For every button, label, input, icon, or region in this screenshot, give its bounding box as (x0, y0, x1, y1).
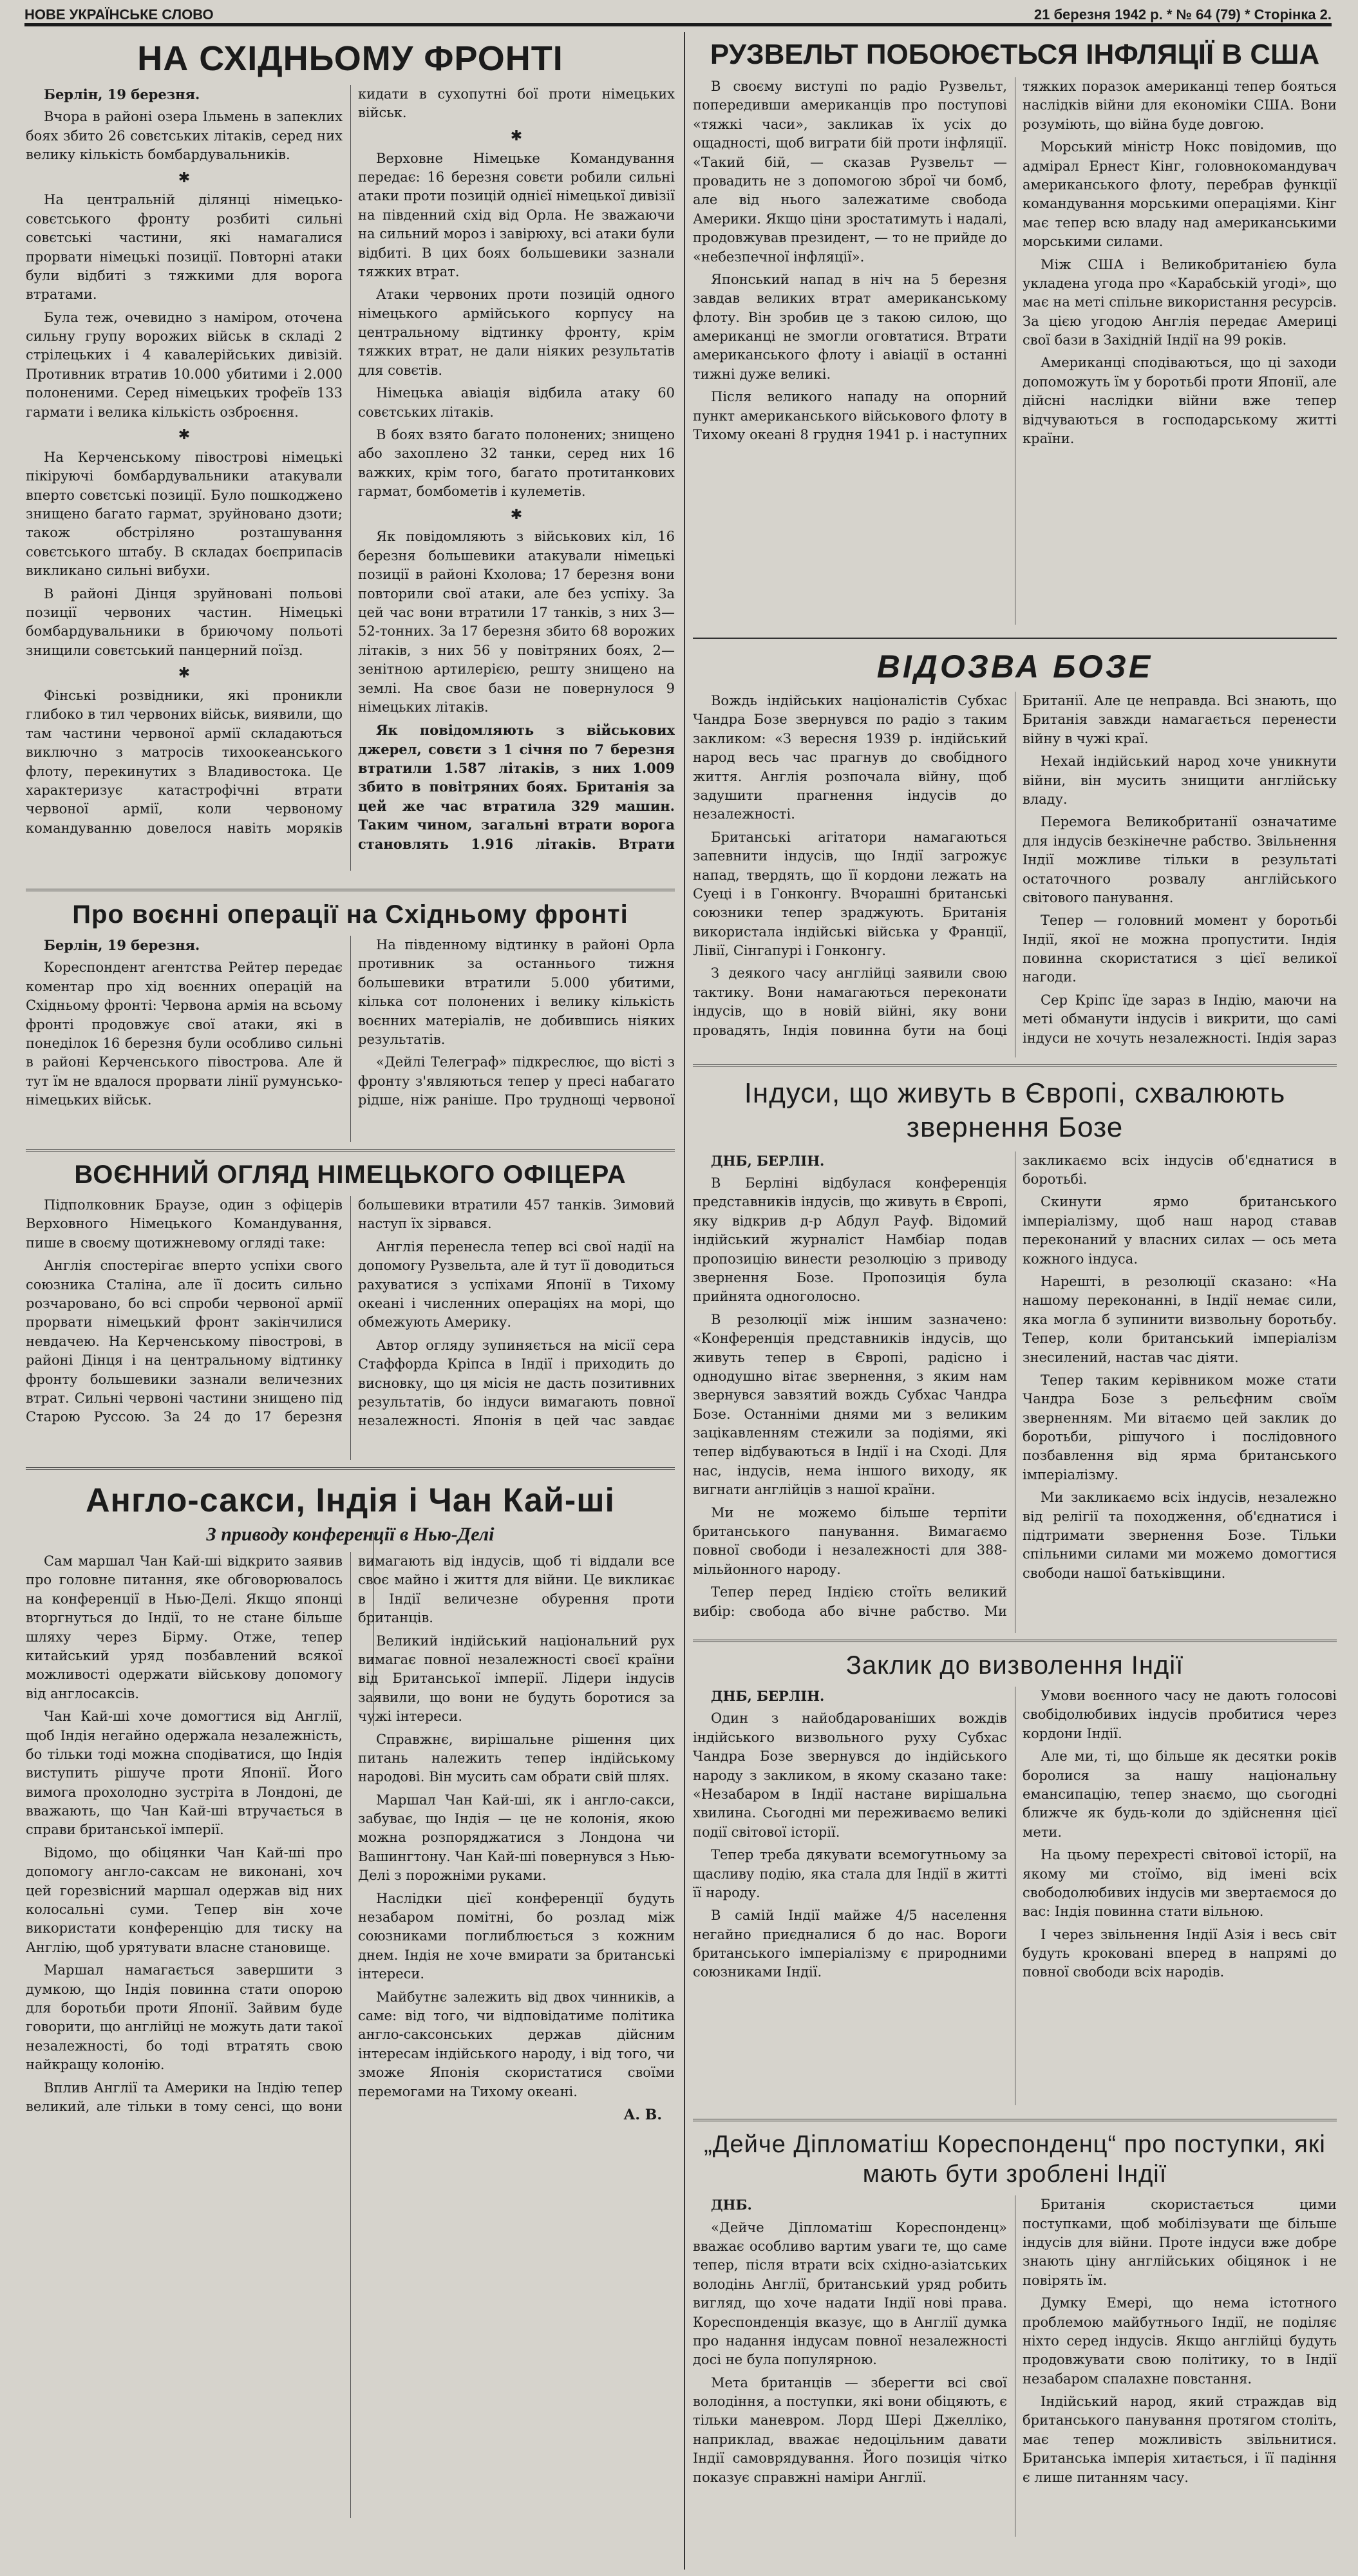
page-header (24, 5, 1332, 26)
paragraph: В самій Індії майже 4/5 населення негайно приєдналися б до нас. Вороги британського імперіалізму є природними союзниками Індії. (693, 1908, 1007, 1980)
paragraph: Атаки червоних проти позицій одного німецького армійського корпусу на центральному відтинку фронту, крім тяжких втрат, не дали ніяких результатів для совєтів. (358, 287, 675, 378)
paragraph: «Дейче Діпломатіш Кореспонденц» вважає особливо вартим уваги те, що саме тепер, після втрати всіх східно-азіатських володінь Англії, британський уряд робить вигляд, що хоче надати Індії нові права. Кореспонденція вказує, що в Англії думка про надання індусам повної незалежності досі не була популярною. (693, 2219, 1007, 2368)
paragraph: Сам маршал Чан Кай-ші відкрито заявив про головне питання, яке обговорювалось на конференції в Нью-Делі. Якщо японці вторгнуться до Індії, то не стане більше шляху через Бірму. Отже, тепер китайський уряд позбавлений всякої можливості одержати військову допомогу від англосаксів. (26, 1553, 343, 1701)
paragraph: Ми не можемо більше терпіти британського панування. Вимагаємо повної свободи і незалежності для 388-мільйонного народу. (693, 1504, 1007, 1577)
article-title: ВОЄННИЙ ОГЛЯД НІМЕЦЬКОГО ОФІЦЕРА (74, 1160, 627, 1189)
article-signature: А. В. (623, 2106, 662, 2123)
dateline: Берлін, 19 березня. (44, 937, 200, 953)
paragraph: Кореспондент агентства Рейтер передає коментар про хід воєнних операцій на Східньому фронті: Червона армія на всьому фронті продовжує свої атаки, які в понеділок 16 березня були особливо сильні в районі Керченського півострова. Але й тут їм не вдалося прорвати лінії румунсько-німецьких військ. (26, 960, 343, 1108)
paragraph: В Берліні відбулася конференція представників індусів, що живуть в Європі, яку відкрив д-р Абдул Рауф. Відомий індійський журналіст Намбіар подав пропозицію винести резолюцію з приводу звернення Бозе. Пропозиція була прийнята одноголосно. (693, 1175, 1007, 1305)
paragraph: Як повідомляють з військових джерел, совєти з 1 січня по 7 березня втратили 1.587 літаків, з них 1.009 збито в повітряних боях. Британія за цей же час втратила 329 машин. Таким чином, загальні втрати ворога становлять 1.916 літаків. Втрати (358, 722, 675, 852)
article-title: Англо-сакси, Індія і Чан Кай-ші (85, 1482, 616, 1519)
section-divider (693, 1064, 1337, 1066)
paragraph: Один з найобдарованіших вождів індійського визвольного руху Субхас Чандра Бозе звернувся до індійського народу з закликом, в якому сказано таке: «Незабаром в Індії настане вирішальна хвилина. Сьогодні ми переживаємо великі події світової історії. (693, 1710, 1007, 1840)
paragraph: Умови воєнного часу не дають голосові свобідолюбивих індусів пробитися через кордони Індії. (1023, 1688, 1337, 1741)
paragraph: Була теж, очевидно з наміром, оточена сильну групу ворожих військ в складі 2 стрілецьких і 4 кавалерійських дивізій. Противник втратив 10.000 убитими і 2.000 полоненими. Серед німецьких трофеїв 133 гармати і велика кількість озброєння. (26, 309, 343, 420)
paragraph: Думку Емері, що нема істотного проблемою майбутнього Індії, не поділяє ніхто серед індусів. Якщо англійці будуть продовжувати свою політику, то в Індії незабаром спалахне повстання. (1023, 2295, 1337, 2387)
right-half (693, 32, 1337, 2570)
paragraph: Тепер — головний момент у боротьбі Індії, якої не можна пропустити. Індія повинна скористатися з цієї великої нагоди. (1023, 913, 1337, 985)
paragraph: Підполковник Браузе, один з офіцерів Верховного Німецького Командування, пише в своєму щотижневому огляді таке: (26, 1197, 343, 1251)
column-rule (684, 32, 685, 2570)
paragraph: Американці сподіваються, що ці заходи допоможуть їм у боротьбі проти Японії, але дійсні наслідки війни вже тепер відчуваються в господарському житті країни. (1023, 355, 1337, 447)
article-title: „Дейче Діпломатіш Кореспонденц“ про поступки, які мають бути зроблені Індії (704, 2131, 1326, 2188)
paragraph: На центральній ділянці німецько-совєтського фронту розбиті сильні совєтські частини, які намагалися прорвати німецькі позиції. Повторні атаки були відбиті з тяжкими для ворога втратами. (26, 192, 343, 303)
paragraph: В своєму виступі по радіо Рузвельт, попередивши американців про поступові «тяжкі часи», закликав їх усіх до ощадності, щоб виграти бій проти інфляції. «Такий бій, — сказав Рузвельт — провадить не з допомогою зброї чи бомб, але від нього залежатиме свобода Америки. Якщо ціни зростатимуть і надалі, продовжував президент, — то не прийде до «небезпечної інфляції». (693, 79, 1007, 265)
paragraph: На Керченському півострові німецькі пікіруючі бомбардувальники атакували вперто совєтські позиції. Було пошкоджено знищено багато гармат, зруйновано дзоти; також обстріляно розташування совєтського штабу. В складах боєприпасів викликано сильні вибухи. (26, 449, 343, 579)
paragraph: Британські агітатори намагаються запевнити індусів, що Індії загрожує напад, твердять, що її кордони лежать на Суеці і в Гонконгу. Вчорашні британські союзники тепер зраджують. Британія використала індійські війська у Франції, Лівії, Сінгапурі і Гонконгу. (693, 829, 1007, 959)
paragraph: Автор огляду зупиняється на місії сера Стаффорда Кріпса в Індії і приходить до висновку, що ця місія не дасть позитивних результатів, бо індуси вимагають повної незалежності. Японія в цей час завдає (358, 1337, 675, 1429)
article-military-ops (26, 898, 675, 1142)
paragraph: Японський напад в ніч на 5 березня завдав великих втрат американському флоту. Він зробив це з такою силою, що американці не змогли оговтатися. Втрати американського флоту і авіації в останні тижні дуже великі. (693, 271, 1007, 382)
article-anglo-saxons (26, 1476, 675, 2532)
paragraph: І через звільнення Індії Азія і весь світ будуть кроковані вперед в напрямі до повної свободи всіх народів. (1023, 1926, 1337, 1980)
paragraph: Сер Кріпс їде зараз в Індію, маючи на меті обманути індусів і викрити, що самі індуси не хочуть незалежності. Індія зараз (1023, 992, 1337, 1046)
article-title: Про воєнні операції на Східньому фронті (72, 900, 628, 929)
article-subtitle: З приводу конференції в Нью-Делі (206, 1524, 495, 1545)
paragraph: Наслідки цієї конференції будуть незабаром помітні, бо розлад між союзниками поглиблюється з кожним днем. Індія не хоче вмирати за британські інтереси. (358, 1890, 675, 1982)
article-title: ВІДОЗВА БОЗЕ (876, 649, 1153, 685)
dateline: Берлін, 19 березня. (44, 86, 200, 102)
paragraph: Тепер перед Індією стоїть великий вибір: свобода або вічне рабство. Ми закликаємо всіх індусів об'єднатися в боротьбі. (693, 1152, 1337, 1619)
section-divider (693, 1640, 1337, 1642)
separator-stars: ✱ (178, 427, 191, 444)
paragraph: Вождь індійських націоналістів Субхас Чандра Бозе звернувся по радіо з таким закликом: «З вересня 1939 р. індійський народ весь час прагнув до свобідного життя. Англія розпочала війну, щоб задушити прагнення індусів до незалежності. (693, 693, 1007, 822)
dateline: ДНБ, БЕРЛІН. (711, 1688, 825, 1704)
paragraph: Чан Кай-ші хоче домогтися від Англії, щоб Індія негайно одержала незалежність, бо тільки тоді можна сподіватися, що Індія виступить рішуче проти Японії. Його вимога прохолодно зустріта в Лондоні, де вважають, що Чан Кай-ші втручається в справи британської імперії. (26, 1709, 343, 1838)
paragraph: Ми закликаємо всіх індусів, незалежно від релігії та походження, об'єднатися і підтримати звернення Бозе. Тільки спільними силами ми можемо домогтися свободи нашої батьківщини. (1023, 1490, 1337, 1581)
paragraph: Вплив Англії та Америки на Індію тепер великий, але тільки в тому сенсі, що вони вимагають від індусів, щоб ті віддали все своє майно і життя для війни. Це викликає в Індії величезне обурення проти британців. (26, 1553, 675, 2114)
paragraph: Перемога Великобританії означатиме для індусів безкінечне рабство. Звільнення Індії можливе тільки в результаті остаточного розвалу англійського світового панування. (1023, 814, 1337, 905)
article-bose-appeal (693, 645, 1337, 1057)
left-half (26, 32, 675, 2570)
dateline: ДНБ. (711, 2197, 752, 2213)
section-divider (26, 889, 675, 891)
section-divider (26, 1149, 675, 1151)
paragraph: Британія скористається цими поступками, щоб мобілізувати ще більше індусів для війни. Проте індуси вже добре знають ціну англійських обіцянок і не повірять їм. (1023, 2197, 1337, 2288)
separator-stars: ✱ (510, 128, 523, 144)
paragraph: На цьому перехресті світової історії, на якому ми стоїмо, від імені всіх свободолюбивих індусів ми звертаємося до вас: Індія повинна стати вільною. (1023, 1847, 1337, 1920)
paragraph: Нехай індійський народ хоче уникнути війни, він мусить знищити англійську владу. (1023, 753, 1337, 807)
paragraph: З деякого часу англійці заявили свою тактику. Вони намагаються переконати індусів, що в новій війні, яку вони провадять, Індія повинна бути на боці Британії. Але це неправда. Всі знають, що Британія завжди намагається перенести війну в чужі краї. (693, 693, 1337, 1038)
paragraph: Вчора в районі озера Ільмень в запеклих боях збито 26 совєтських літаків, серед них велику кількість бомбардувальників. (26, 109, 343, 163)
paragraph: Нарешті, в резолюції сказано: «На нашому переконанні, в Індії немає сили, яка могла б зупинити визвольну боротьбу. Тепер, коли британський імперіалізм знесилений, настав час діяти. (1023, 1273, 1337, 1365)
paragraph: Великий індійський національний рух вимагає повної незалежності своєї країни від Британської імперії. Лідери індусів заявили, що вони не будуть боротися за чужі інтереси. (358, 1633, 675, 1725)
article-officer-review (26, 1158, 675, 1461)
paragraph: В боях взято багато полонених; знищено або захоплено 32 танки, серед них 16 важких, крім того, багато протитанкових гармат, бомбометів і кулеметів. (358, 427, 675, 500)
article-roosevelt (693, 32, 1337, 631)
paragraph: Справжнє, вирішальне рішення цих питань належить тепер індійському народові. Він мусить сам обрати свій шлях. (358, 1731, 675, 1785)
paragraph: Англія спостерігає вперто успіхи свого союзника Сталіна, але її досить сильно розчаровано, бо всі спроби червоної армії прорвати німецький фронт закінчилися невдачею. На Керченському півострові, в районі Дінця і на центральному відтинку фронту большевики зазнали величезних втрат. Сильні червоні частини знищено під Старою Руссою. За 24 до 17 березня большевики втратили 457 танків. Зимовий наступ їх зірвався. (26, 1197, 675, 1425)
paragraph: Німецька авіація відбила атаку 60 совєтських літаків. (358, 385, 675, 420)
paragraph: В районі Дінця зруйновані польові позиції червоних частин. Німецькі бомбардувальники в бриючому польоті знищили совєтський панцерний поїзд. (26, 585, 343, 658)
paragraph: Тепер таким керівником може стати Чандра Бозе з рельєфним своїм зверненням. Ми вітаємо цей заклик до боротьби, рішучого і послідовного позбавлення від ярма британського імперіалізму. (1023, 1372, 1337, 1482)
paragraph: Морський міністр Нокс повідомив, що адмірал Ернест Кінг, головнокомандувач американського флоту, перебрав функції командування морськими операціями. Кінг має тепер всю владу над американськими морськими силами. (1023, 139, 1337, 250)
separator-stars: ✱ (178, 665, 191, 682)
paragraph: Маршал намагається завершити з думкою, що Індія повинна стати опорою для боротьби проти Японії. Зайвим буде говорити, що англійці не можуть дати такої незалежності, бо тоді втратять свою найкращу колонію. (26, 1962, 343, 2073)
paragraph: Мета британців — зберегти всі свої володіння, а поступки, які вони обіцяють, є тільки маневром. Лорд Шері Джелліко, наприклад, вважає недоцільним давати Індії самоврядування. Його позиція чітко показує справжні наміри Англії. (693, 2374, 1007, 2485)
paragraph: Англія перенесла тепер всі свої надії на допомогу Рузвельта, але й тут її доводиться рахуватися з успіхами Японії в Тихому океані і численних операціях на морі, що обмежують Америку. (358, 1238, 675, 1331)
separator-stars: ✱ (178, 169, 191, 186)
paragraph: Тепер треба дякувати всемогутньому за щасливу подію, яка стала для Індії в житті її народу. (693, 1847, 1007, 1900)
article-title: Заклик до визволення Індії (845, 1651, 1184, 1680)
dateline: ДНБ, БЕРЛІН. (711, 1152, 825, 1169)
article-eastern-front (26, 32, 675, 882)
paragraph: Між США і Великобританією була укладена угода про «Карабській угоді», що має на меті спільне використання ресурсів. За цією угодою Англія передає Америці свої бази в Західній Індії на 99 років. (1023, 256, 1337, 348)
paragraph: Як повідомляють з військових кіл, 16 березня большевики атакували німецькі позиції в районі Кхолова; 17 березня вони повторили свої атаки, але без успіху. За цей час вони втратили 17 танків, з них 3—52-тонних. За 17 березня збито 68 ворожих літаків, з них 56 у повітряних боях, 2—зенітною артилерією, решту знищено на землі. На своє бази не повернулося 9 німецьких літаків. (358, 529, 675, 715)
paragraph: На південному відтинку в районі Орла противник за останнього тижня большевики втратили 5.000 убитими, кілька сот полонених і велику кількість воєнних матеріалів, не добившись ніяких результатів. (358, 937, 675, 1047)
paragraph: Маршал Чан Кай-ші, як і англо-сакси, забуває, що Індія — це не колонія, якою можна розпоряджатися з Лондона чи Вашингтону. Чан Кай-ші повернувся з Нью-Делі з порожніми руками. (358, 1792, 675, 1884)
paper-name: НОВЕ УКРАЇНСЬКЕ СЛОВО (24, 6, 214, 23)
article-title: РУЗВЕЛЬТ ПОБОЮЄТЬСЯ ІНФЛЯЦІЇ В США (710, 39, 1320, 70)
article-title: Індуси, що живуть в Європі, схвалюють звернення Бозе (744, 1077, 1286, 1143)
paragraph: Індійський народ, який страждав від британського панування протягом століть, має тепер можливість звільнитися. Британська імперія хитається, і її падіння є лише питанням часу. (1023, 2394, 1337, 2485)
issue-info: 21 березня 1942 р. * № 64 (79) * Сторінка 2. (1033, 6, 1332, 23)
section-divider (693, 2119, 1337, 2121)
article-indians-europe (693, 1073, 1337, 1633)
article-deutsche-diplomatic (693, 2128, 1337, 2540)
paragraph: Фінські розвідники, які проникли глибоко в тил червоних військ, виявили, що там частини червоної армії складаються виключно з матросів тихоокеанського флоту, перекинутих з Владивостока. Це характеризує катастрофічні втрати червоної армії, коли червоному командуванню довелося навіть моряків кидати в сухопутні бої проти німецьких військ. (26, 86, 675, 836)
paragraph: Але ми, ті, що більше як десятки років боролися за нашу національну емансипацію, тепер знаємо, що сьогодні ближче як будь-коли до здійснення цієї мети. (1023, 1748, 1337, 1840)
paragraph: Після великого нападу на опорний пункт американського військового флоту в Тихому океані 8 грудня 1941 р. і наступних тяжких поразок американці тепер бояться наслідків війни для економіки США. Вони розуміють, що війна буде довгою. (693, 79, 1337, 443)
article-title: НА СХІДНЬОМУ ФРОНТІ (137, 39, 563, 78)
article-liberation-call (693, 1649, 1337, 2112)
paragraph: Верховне Німецьке Командування передає: 16 березня совєти робили сильні атаки проти позицій однієї німецької дивізії на південний схід від Орла. Не зважаючи на сильний мороз і завірюху, всі атаки були відбиті. В цих боях большевики зазнали тяжких втрат. (358, 150, 675, 279)
paragraph: Відомо, що обіцянки Чан Кай-ші про допомогу англо-саксам не виконані, хоч цей горезвісний маршал одержав від них колосальні суми. Тепер він хоче використати конференцію для тиску на Англію, щоб урятувати власне становище. (26, 1844, 343, 1955)
section-divider (26, 1467, 675, 1470)
paragraph: Скинути ярмо британського імперіалізму, щоб наш народ ставав переконаний у власних силах — ось мета кожного індуса. (1023, 1194, 1337, 1267)
section-divider (693, 638, 1337, 639)
paragraph: «Дейлі Телеграф» підкреслює, що вісті з фронту з'являються тепер у пресі набагато рідше, ніж раніше. Про труднощі червоної (358, 1054, 675, 1108)
paragraph: В резолюції між іншим зазначено: «Конференція представників індусів, що живуть тепер в Європі, радісно і однодушно вітає звернення, з яким нам звернувся завзятий вождь Субхас Чандра Бозе. Останніми днями ми з великим зацікавленням стежили за подіями, які тепер відбуваються в Індії і на Сході. Для нас, індусів, нема іншого виходу, як вигнати англійців з нашої країни. (693, 1311, 1007, 1498)
paragraph: Майбутнє залежить від двох чинників, а саме: від того, чи відповідатиме політика англо-саксонських держав дійсним інтересам індійського народу, і від того, чи зможе Японія скористатися своїми перемогами на Тихому океані. (358, 1989, 675, 2099)
separator-stars: ✱ (510, 506, 523, 523)
